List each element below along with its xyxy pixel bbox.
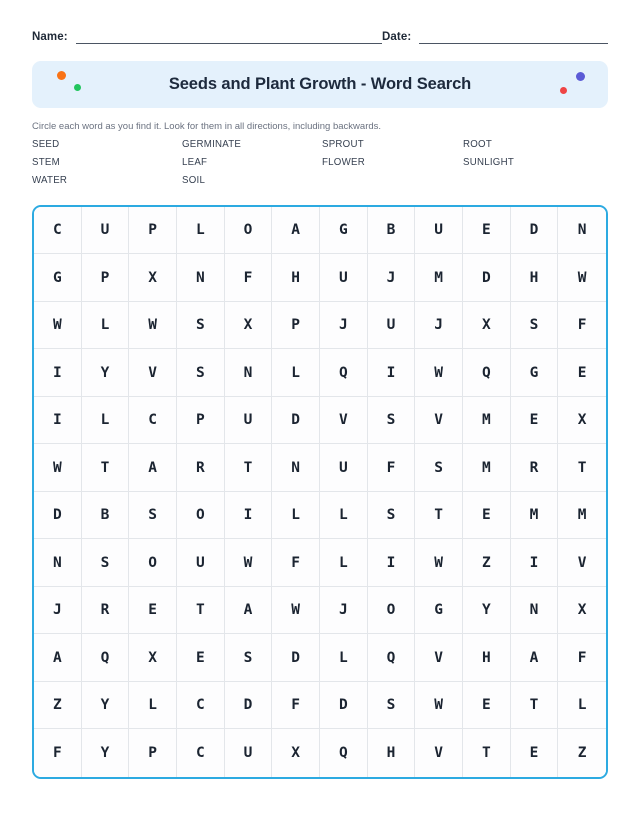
grid-cell[interactable]: L — [320, 539, 368, 587]
grid-cell[interactable]: W — [415, 682, 463, 730]
grid-cell[interactable]: Q — [320, 349, 368, 397]
grid-cell[interactable]: L — [558, 682, 606, 730]
grid-cell[interactable]: M — [463, 397, 511, 445]
grid-cell[interactable]: U — [177, 539, 225, 587]
grid-cell[interactable]: E — [463, 492, 511, 540]
grid-cell[interactable]: E — [177, 634, 225, 682]
grid-cell[interactable]: U — [225, 397, 273, 445]
grid-cell[interactable]: X — [463, 302, 511, 350]
grid-cell[interactable]: X — [558, 587, 606, 635]
grid-cell[interactable]: U — [415, 207, 463, 255]
grid-cell[interactable]: V — [415, 729, 463, 777]
grid-cell[interactable]: X — [129, 634, 177, 682]
grid-cell[interactable]: I — [368, 349, 416, 397]
grid-cell[interactable]: E — [511, 397, 559, 445]
grid-cell[interactable]: B — [368, 207, 416, 255]
grid-cell[interactable]: R — [511, 444, 559, 492]
grid-cell[interactable]: D — [320, 682, 368, 730]
grid-cell[interactable]: S — [177, 349, 225, 397]
grid-cell[interactable]: A — [34, 634, 82, 682]
grid-cell[interactable]: P — [272, 302, 320, 350]
page-title: Seeds and Plant Growth - Word Search — [168, 75, 472, 93]
grid-cell[interactable]: L — [129, 682, 177, 730]
grid-cell[interactable]: F — [368, 444, 416, 492]
date-write-line[interactable] — [419, 30, 608, 44]
grid-cell[interactable]: H — [272, 254, 320, 302]
grid-cell[interactable]: S — [368, 397, 416, 445]
grid-cell[interactable]: T — [225, 444, 273, 492]
grid-cell[interactable]: T — [177, 587, 225, 635]
grid-cell[interactable]: U — [82, 207, 130, 255]
grid-cell[interactable]: O — [129, 539, 177, 587]
grid-cell[interactable]: L — [272, 349, 320, 397]
grid-cell[interactable]: P — [177, 397, 225, 445]
grid-cell[interactable]: O — [368, 587, 416, 635]
grid-cell[interactable]: H — [511, 254, 559, 302]
student-info-row — [32, 0, 608, 44]
grid-cell[interactable]: M — [415, 254, 463, 302]
grid-cell[interactable]: X — [225, 302, 273, 350]
grid-cell[interactable]: S — [82, 539, 130, 587]
grid-cell[interactable]: O — [177, 492, 225, 540]
grid-cell[interactable]: U — [225, 729, 273, 777]
grid-cell[interactable]: W — [415, 349, 463, 397]
grid-cell[interactable]: D — [463, 254, 511, 302]
grid-cell[interactable]: N — [272, 444, 320, 492]
grid-cell[interactable]: A — [511, 634, 559, 682]
decorative-dot-green-icon — [74, 84, 81, 91]
grid-cell[interactable]: N — [511, 587, 559, 635]
grid-cell[interactable]: I — [368, 539, 416, 587]
grid-cell[interactable]: J — [320, 587, 368, 635]
grid-cell[interactable]: S — [511, 302, 559, 350]
word-list-item[interactable]: SPROUT — [322, 138, 364, 150]
grid-cell[interactable]: R — [177, 444, 225, 492]
grid-cell[interactable]: B — [82, 492, 130, 540]
grid-cell[interactable]: E — [463, 682, 511, 730]
grid-cell[interactable]: D — [225, 682, 273, 730]
grid-cell[interactable]: T — [463, 729, 511, 777]
word-list-item[interactable]: SUNLIGHT — [463, 156, 514, 168]
grid-cell[interactable]: W — [558, 254, 606, 302]
grid-cell[interactable]: M — [558, 492, 606, 540]
grid-cell[interactable]: Q — [368, 634, 416, 682]
puzzle-grid — [34, 207, 606, 777]
grid-cell[interactable]: Y — [82, 349, 130, 397]
grid-cell[interactable]: T — [82, 444, 130, 492]
grid-cell[interactable]: L — [82, 397, 130, 445]
grid-cell[interactable]: S — [129, 492, 177, 540]
grid-cell[interactable]: Q — [463, 349, 511, 397]
grid-cell[interactable]: Z — [34, 682, 82, 730]
grid-cell[interactable]: N — [225, 349, 273, 397]
grid-cell[interactable]: O — [225, 207, 273, 255]
grid-cell[interactable]: N — [34, 539, 82, 587]
grid-cell[interactable]: L — [320, 492, 368, 540]
word-list-item[interactable]: STEM — [32, 156, 60, 168]
grid-cell[interactable]: C — [177, 729, 225, 777]
grid-cell[interactable]: F — [558, 634, 606, 682]
grid-cell[interactable]: F — [34, 729, 82, 777]
decorative-dot-purple-icon — [576, 72, 585, 81]
grid-cell[interactable]: C — [177, 682, 225, 730]
grid-cell[interactable]: A — [225, 587, 273, 635]
grid-cell[interactable]: X — [558, 397, 606, 445]
grid-cell[interactable]: S — [177, 302, 225, 350]
grid-cell[interactable]: S — [368, 492, 416, 540]
grid-cell[interactable]: J — [415, 302, 463, 350]
word-list-item[interactable]: WATER — [32, 174, 68, 186]
grid-cell[interactable]: F — [558, 302, 606, 350]
decorative-dot-orange-icon — [57, 71, 66, 80]
grid-cell[interactable]: R — [82, 587, 130, 635]
grid-cell[interactable]: D — [272, 397, 320, 445]
grid-cell[interactable]: I — [511, 539, 559, 587]
grid-cell[interactable]: F — [272, 682, 320, 730]
grid-cell[interactable]: F — [272, 539, 320, 587]
grid-cell[interactable]: L — [272, 492, 320, 540]
grid-cell[interactable]: W — [129, 302, 177, 350]
grid-cell[interactable]: S — [415, 444, 463, 492]
grid-cell[interactable]: C — [129, 397, 177, 445]
grid-cell[interactable]: J — [34, 587, 82, 635]
grid-cell[interactable]: C — [34, 207, 82, 255]
grid-cell[interactable]: V — [129, 349, 177, 397]
grid-cell[interactable]: Y — [463, 587, 511, 635]
grid-cell[interactable]: P — [82, 254, 130, 302]
grid-cell[interactable]: D — [272, 634, 320, 682]
grid-cell[interactable]: L — [82, 302, 130, 350]
grid-cell[interactable]: U — [320, 444, 368, 492]
grid-cell[interactable]: G — [511, 349, 559, 397]
grid-cell[interactable]: S — [368, 682, 416, 730]
grid-cell[interactable]: E — [463, 207, 511, 255]
word-list-item[interactable]: SEED — [32, 138, 60, 150]
grid-cell[interactable]: Z — [558, 729, 606, 777]
grid-cell[interactable]: H — [368, 729, 416, 777]
word-list — [32, 139, 608, 186]
grid-cell[interactable]: J — [320, 302, 368, 350]
grid-cell[interactable]: W — [34, 444, 82, 492]
grid-cell[interactable]: A — [129, 444, 177, 492]
grid-cell[interactable]: J — [368, 254, 416, 302]
grid-cell[interactable]: M — [511, 492, 559, 540]
grid-cell[interactable]: U — [320, 254, 368, 302]
grid-cell[interactable]: P — [129, 207, 177, 255]
grid-cell[interactable]: W — [415, 539, 463, 587]
word-list-item[interactable]: ROOT — [463, 138, 492, 150]
grid-cell[interactable]: A — [272, 207, 320, 255]
grid-cell[interactable]: E — [511, 729, 559, 777]
grid-cell[interactable]: G — [320, 207, 368, 255]
grid-cell[interactable]: W — [34, 302, 82, 350]
grid-cell[interactable]: V — [415, 634, 463, 682]
grid-cell[interactable]: T — [558, 444, 606, 492]
grid-cell[interactable]: Q — [320, 729, 368, 777]
grid-cell[interactable]: W — [225, 539, 273, 587]
puzzle-grid-container — [32, 205, 608, 779]
grid-cell[interactable]: L — [177, 207, 225, 255]
grid-cell[interactable]: V — [320, 397, 368, 445]
instructions-text: Circle each word as you find it. Look for them in all directions, including backwards. — [32, 121, 382, 132]
grid-cell[interactable]: T — [511, 682, 559, 730]
grid-cell[interactable]: W — [272, 587, 320, 635]
title-banner — [32, 61, 608, 108]
grid-cell[interactable]: E — [558, 349, 606, 397]
grid-cell[interactable]: M — [463, 444, 511, 492]
grid-cell[interactable]: V — [415, 397, 463, 445]
grid-cell[interactable]: U — [368, 302, 416, 350]
date-field[interactable] — [382, 30, 608, 44]
date-label: Date: — [382, 31, 412, 43]
grid-cell[interactable]: N — [177, 254, 225, 302]
decorative-dot-red-icon — [560, 87, 567, 94]
grid-cell[interactable]: Z — [463, 539, 511, 587]
grid-cell[interactable]: D — [34, 492, 82, 540]
grid-cell[interactable]: P — [129, 729, 177, 777]
word-list-item[interactable]: SOIL — [182, 174, 206, 186]
grid-cell[interactable]: I — [34, 397, 82, 445]
grid-cell[interactable]: X — [129, 254, 177, 302]
grid-cell[interactable]: Q — [82, 634, 130, 682]
name-label: Name: — [32, 31, 68, 43]
grid-cell[interactable]: X — [272, 729, 320, 777]
grid-cell[interactable]: H — [463, 634, 511, 682]
grid-cell[interactable]: Y — [82, 729, 130, 777]
grid-cell[interactable]: T — [415, 492, 463, 540]
name-field[interactable] — [32, 30, 382, 44]
grid-cell[interactable]: I — [34, 349, 82, 397]
grid-cell[interactable]: F — [225, 254, 273, 302]
word-list-item[interactable]: GERMINATE — [182, 138, 242, 150]
grid-cell[interactable]: E — [129, 587, 177, 635]
grid-cell[interactable]: G — [34, 254, 82, 302]
grid-cell[interactable]: D — [511, 207, 559, 255]
grid-cell[interactable]: I — [225, 492, 273, 540]
grid-cell[interactable]: V — [558, 539, 606, 587]
grid-cell[interactable]: L — [320, 634, 368, 682]
grid-cell[interactable]: N — [558, 207, 606, 255]
word-list-item[interactable]: LEAF — [182, 156, 208, 168]
name-write-line[interactable] — [76, 30, 382, 44]
grid-cell[interactable]: S — [225, 634, 273, 682]
grid-cell[interactable]: Y — [82, 682, 130, 730]
grid-cell[interactable]: G — [415, 587, 463, 635]
word-list-item[interactable]: FLOWER — [322, 156, 365, 168]
